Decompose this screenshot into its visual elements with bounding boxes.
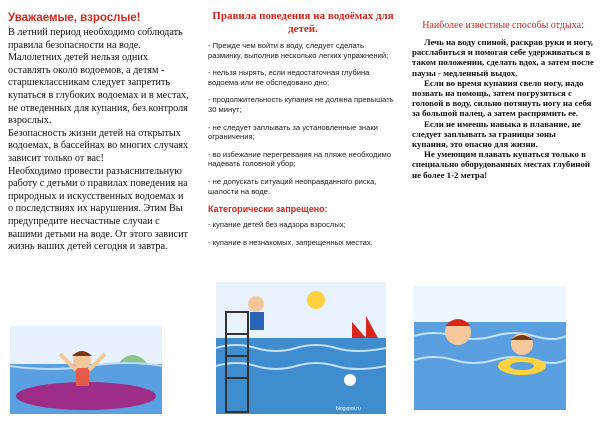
right-paragraph-4: Не умеющим плавать купаться только в специально оборудованных местах глубиной не более 1-2 метра! — [412, 149, 590, 180]
left-paragraph-3: Необходимо провести разъяснительную работу с детьми о правилах поведения на природных и искусственных водоемах и о последствиях их нарушения. Этим Вы предупредите несчастные случаи с вашими детьми на воде. От этого зависит жизнь ваших детей сегодня и завтра. — [8, 165, 188, 253]
rule-1: - Прежде чем войти в воду, следует сделать разминку, выполнив несколько легких упражнений; — [208, 41, 389, 60]
right-title: Наиболее известные способы отдыха: — [422, 20, 584, 31]
left-paragraph-1: В летний период необходимо соблюдать правила безопасности на воде. Малолетних детей нельзя одних оставлять около водоемов, а детям - старшеклассникам следует запретить купаться в глубоких водоемах и в местах, не отведенных для купания, без контроля взрослых. — [8, 27, 189, 127]
middle-illustration — [216, 282, 386, 414]
middle-title: Правила поведения на водоёмах для детей. — [212, 10, 394, 35]
right-paragraph-3: Если не имеешь навыка в плавание, не следует заплывать за границы зоны купания, это опасно для жизни. — [412, 118, 581, 150]
rule-5: - во избежание перегревания на пляже необходимо надевать головной убор; — [208, 149, 392, 169]
right-paragraph-2: Если во время купания свело ногу, надо позвать на помощь, затем погрузиться с головой в воду, сильно потянуть ногу на себя за большой палец, а затем распрямить ее. — [412, 77, 592, 119]
rule-3: - продолжительность купания не должна превышать 30 минут; — [208, 95, 394, 114]
rule-4: - не следует заплывать за установленные знаки ограничения; — [208, 122, 378, 142]
right-illustration — [414, 286, 566, 410]
left-heading: Уважаемые, взрослые! — [8, 12, 141, 24]
left-illustration — [10, 326, 162, 414]
forbidden-item-2: - купание в незнакомых, запрещенных местах. — [208, 237, 373, 247]
forbidden-item-1: - купание детей без надзора взрослых; — [208, 220, 346, 230]
right-paragraph-1: Лечь на воду спиной, раскрав руки и ногу, расслабиться и помогая себе удерживаться в таком положении, сделать вдох, а затем после паузы - медленный выдох. — [412, 37, 594, 78]
left-paragraph-2: Безопасность жизни детей на открытых водоемах, в бассейнах во многих случаях зависит только от вас! — [8, 127, 189, 164]
middle-watermark: blogspot.ru — [336, 406, 361, 412]
rule-6: - не допускать ситуаций неоправданного риска, шалости на воде. — [208, 176, 377, 196]
rule-2: - нельзя нырять, если недостаточная глубина водоема или не обследовано дно; — [208, 68, 370, 87]
forbidden-title: Категорически запрещено: — [208, 204, 328, 215]
